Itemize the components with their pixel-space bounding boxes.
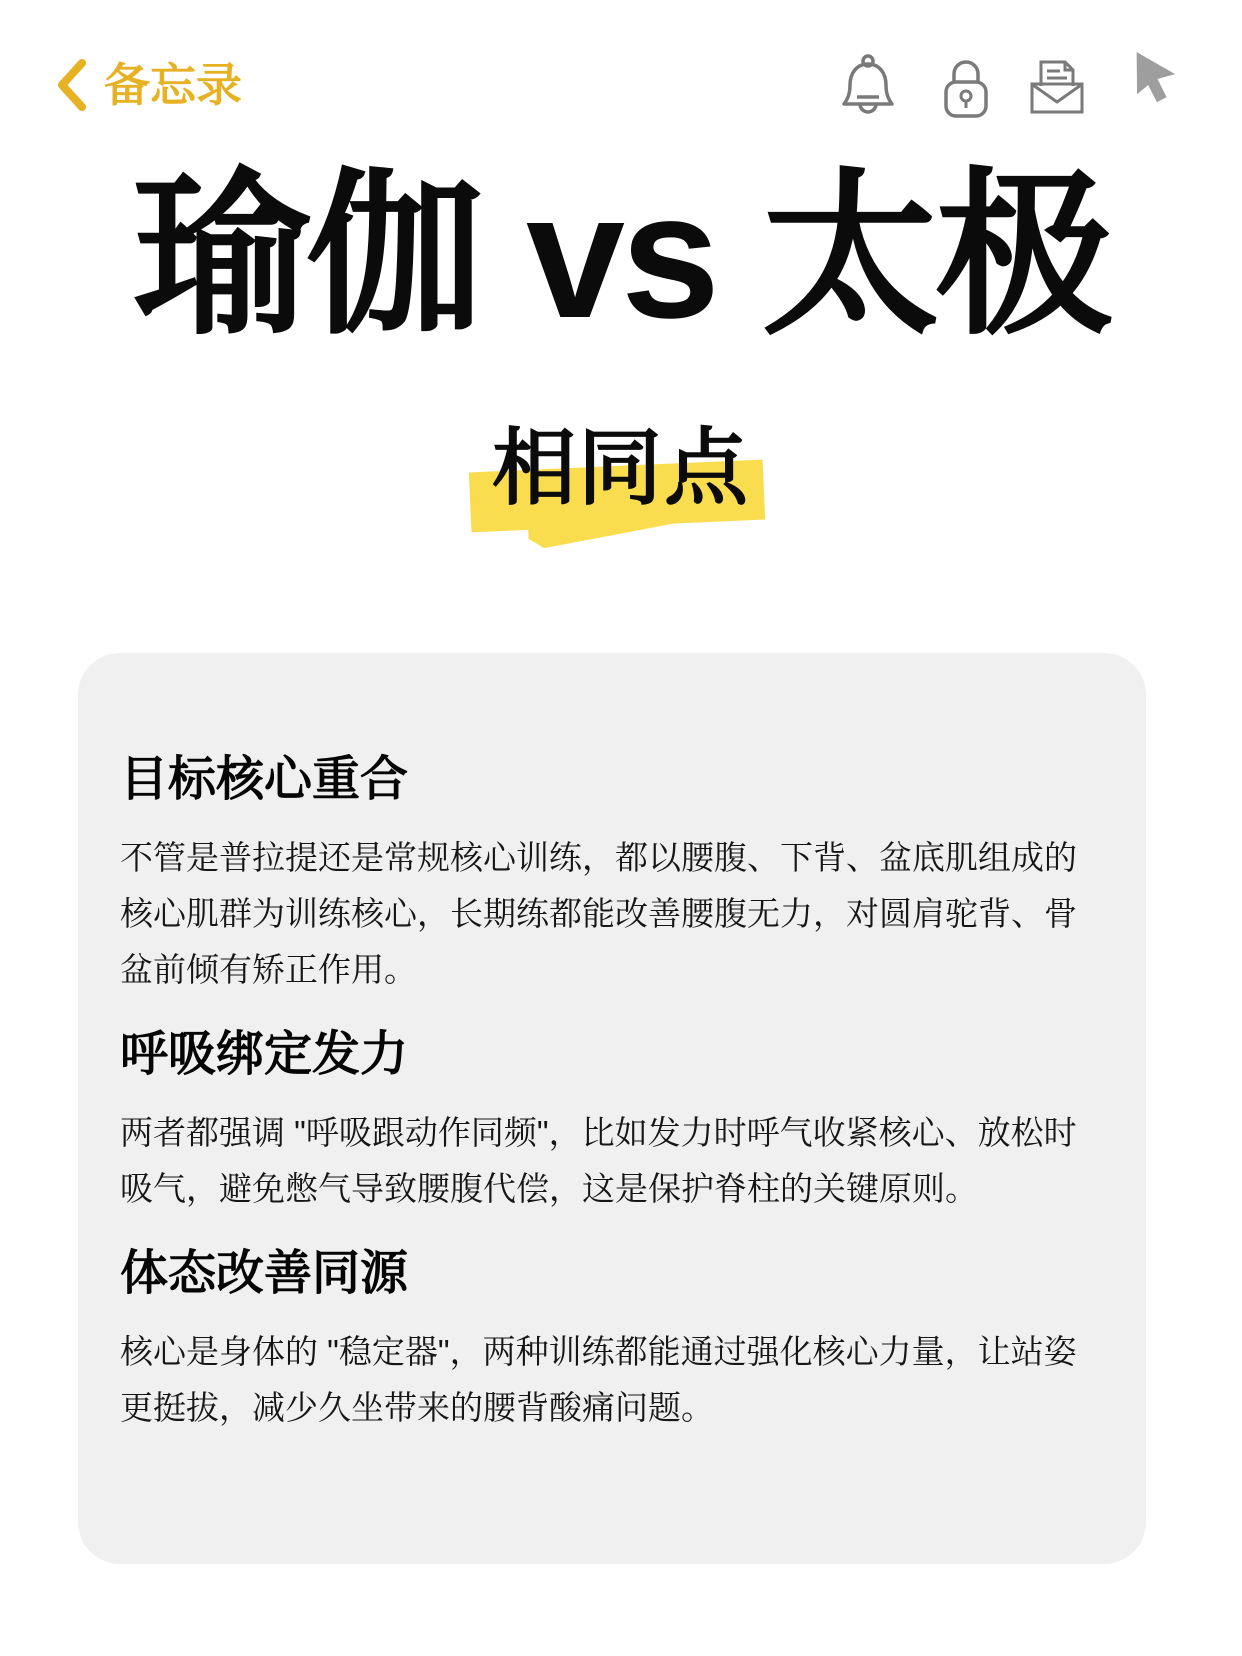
section-body: 两者都强调 "呼吸跟动作同频"，比如发力时呼气收紧核心、放松时吸气，避免憋气导致腰腹代偿，这是保护脊柱的关键原则。	[120, 1114, 1077, 1207]
lock-note-button[interactable]	[940, 56, 992, 123]
back-button[interactable]	[56, 58, 242, 112]
notifications-button[interactable]	[839, 54, 897, 123]
section-body: 不管是普拉提还是常规核心训练，都以腰腹、下背、盆底肌组成的核心肌群为训练核心，长期练都能改善腰腹无力，对圆肩驼背、骨盆前倾有矫正作用。	[120, 839, 1077, 988]
section-posture	[120, 1247, 1104, 1436]
note-subtitle	[0, 421, 1242, 515]
section-heading: 呼吸绑定发力	[120, 1028, 409, 1081]
note-title: 瑜伽 vs 太极	[132, 156, 1110, 355]
lock-icon	[940, 56, 992, 120]
section-breathing	[120, 1028, 1104, 1217]
back-chevron-icon	[56, 58, 88, 112]
back-label: 备忘录	[104, 59, 242, 111]
bell-icon	[839, 54, 897, 120]
section-goal-overlap	[120, 753, 1104, 998]
content-card	[78, 653, 1146, 1564]
section-heading: 体态改善同源	[120, 1247, 409, 1300]
cursor-icon	[1134, 50, 1182, 116]
mail-icon	[1026, 56, 1088, 118]
share-mail-button[interactable]	[1026, 56, 1088, 121]
section-heading: 目标核心重合	[120, 753, 409, 806]
subtitle-text: 相同点	[491, 421, 750, 515]
section-body: 核心是身体的 "稳定器"，两种训练都能通过强化核心力量，让站姿更挺拔，减少久坐带来的腰背酸痛问题。	[120, 1333, 1077, 1426]
